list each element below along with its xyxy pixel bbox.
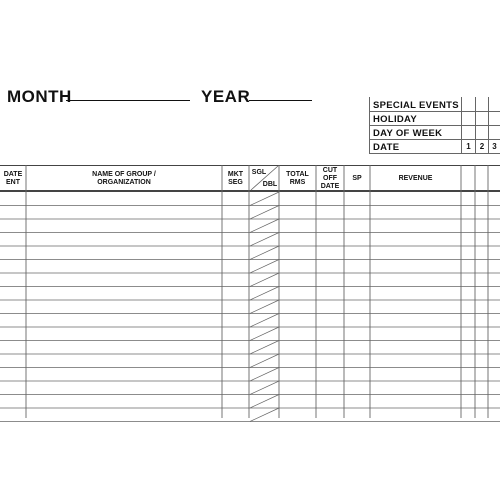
- col-sp: SP: [352, 175, 362, 182]
- sgl-dbl-row-diagonal: [250, 381, 279, 395]
- month-label: MONTH: [7, 87, 72, 106]
- sgl-dbl-row-diagonal: [250, 192, 279, 206]
- sgl-dbl-row-diagonal: [250, 233, 279, 247]
- sgl-dbl-row-diagonal: [250, 206, 279, 220]
- sgl-dbl-row-diagonal: [250, 273, 279, 287]
- day-number-3: 3: [492, 142, 497, 151]
- sgl-dbl-row-diagonal: [250, 395, 279, 409]
- holiday-label: HOLIDAY: [373, 114, 417, 125]
- sgl-dbl-row-diagonal: [250, 300, 279, 314]
- sgl-dbl-row-diagonal: [250, 354, 279, 368]
- col-mkt-seg: MKT SEG: [227, 171, 244, 186]
- col-cut-off-date: CUT OFF DATE: [320, 167, 340, 190]
- col-dbl: DBL: [262, 181, 278, 188]
- sgl-dbl-row-diagonal: [250, 341, 279, 355]
- day-of-week-label: DAY OF WEEK: [373, 128, 443, 139]
- sgl-dbl-row-diagonal: [250, 408, 279, 422]
- day-number-1: 1: [466, 142, 471, 151]
- col-sgl: SGL: [251, 169, 267, 176]
- sgl-dbl-row-diagonal: [250, 368, 279, 382]
- sgl-dbl-row-diagonal: [250, 260, 279, 274]
- date-label: DATE: [373, 142, 400, 153]
- sgl-dbl-divider: [251, 166, 278, 190]
- sgl-dbl-row-diagonal: [250, 327, 279, 341]
- special-events-label: SPECIAL EVENTS: [373, 100, 459, 111]
- sgl-dbl-row-diagonal: [250, 287, 279, 301]
- sgl-dbl-row-diagonal: [250, 314, 279, 328]
- sgl-dbl-row-diagonal: [250, 246, 279, 260]
- col-total-rms: TOTAL RMS: [286, 171, 309, 186]
- col-name-of-group: NAME OF GROUP / ORGANIZATION: [92, 171, 156, 186]
- col-revenue: REVENUE: [398, 175, 433, 182]
- sgl-dbl-row-diagonal: [250, 219, 279, 233]
- col-date-ent: DATE ENT: [3, 171, 23, 186]
- day-number-2: 2: [479, 142, 485, 151]
- year-label: YEAR: [201, 87, 251, 106]
